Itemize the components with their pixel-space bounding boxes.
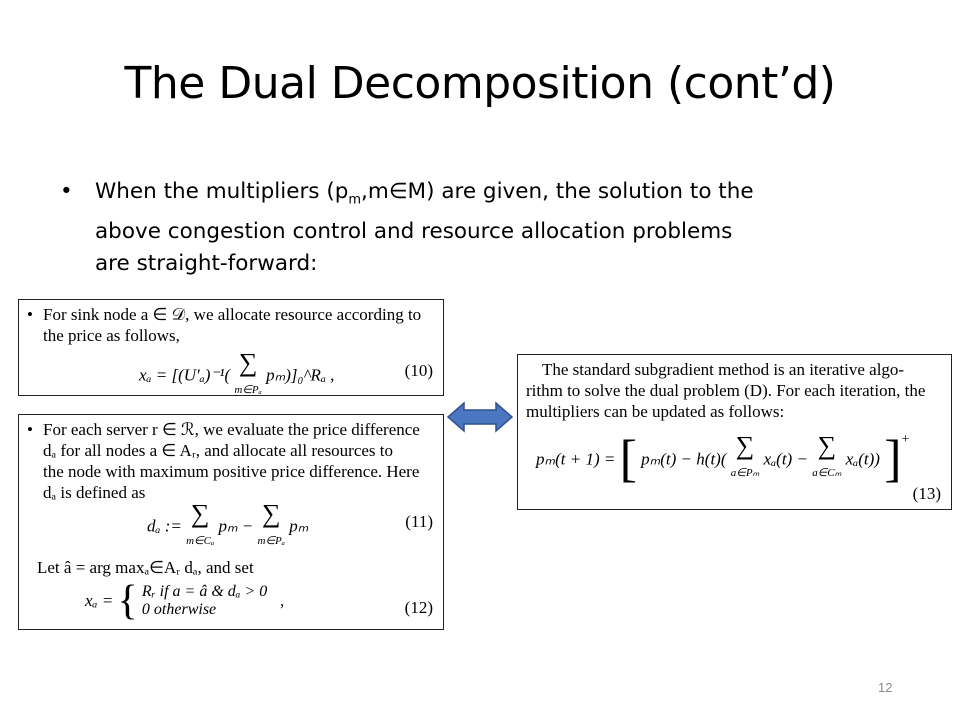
bullet-line1-b: ,m∈M) are given, the solution to the: [361, 179, 754, 204]
box1-eq-number: (10): [404, 361, 433, 380]
box2-equation-12: xₐ = { Rᵣ if a = â & dₐ > 0 0 otherwise ,: [85, 578, 285, 624]
bullet-line3: are straight-forward:: [95, 251, 318, 277]
box2-eq11-number: (11): [405, 512, 433, 531]
box2-line1: For each server r ∈ ℛ, we evaluate the price difference: [43, 420, 420, 439]
equation-box-server: [18, 414, 444, 630]
bullet-point: [60, 176, 900, 280]
box2-eq12-case2: 0 otherwise: [141, 601, 217, 618]
equation-box-subgradient: [517, 354, 952, 510]
box2-eq12-left: xₐ =: [85, 591, 114, 610]
bullet-line2: above congestion control and resource allocation problems: [95, 219, 733, 245]
bracket-left-icon: [: [619, 430, 637, 488]
box3-eq-plus: +: [901, 430, 910, 447]
box3-line1: The standard subgradient method is an iterative algo-: [542, 360, 905, 379]
slide-title: The Dual Decomposition (cont’d): [124, 58, 836, 109]
box3-eq-number: (13): [912, 484, 941, 503]
sum-icon: ∑: [190, 499, 210, 528]
sum-icon: ∑: [817, 431, 837, 460]
box3-eq-body-c: xₐ(t)): [845, 449, 880, 469]
box3-equation: [536, 430, 910, 488]
box1-eq-right: pₘ)]₀^Rₐ ,: [266, 365, 335, 385]
bullet-line1-a: When the multipliers (p: [95, 179, 349, 204]
page-number: 12: [878, 680, 893, 695]
box2-eq11-mid: pₘ −: [218, 516, 254, 536]
box1-eq-left: xₐ = [(U′ₐ)⁻¹(: [139, 365, 231, 385]
bracket-right-icon: ]: [884, 430, 902, 488]
box2-line3: the node with maximum positive price difference. Here: [43, 462, 420, 481]
box2-eq11-sub1: m∈Cₐ: [186, 535, 215, 547]
box3-eq-body-b: xₐ(t) −: [763, 449, 808, 469]
box3-eq-body-a: pₘ(t) − h(t)(: [641, 449, 727, 469]
box1-line2: the price as follows,: [43, 326, 180, 345]
box2-eq11-sub2: m∈Pₐ: [257, 535, 285, 547]
sum-icon: ∑: [261, 499, 281, 528]
box2-eq11-right: pₘ: [289, 516, 309, 536]
box3-line2: rithm to solve the dual problem (D). For each iteration, the: [526, 381, 926, 400]
box2-let-line: Let â = arg maxₐ∈Aᵣ dₐ, and set: [37, 558, 254, 577]
box3-eq-left: pₘ(t + 1) =: [536, 449, 616, 469]
box3-eq-sub1: a∈Pₘ: [730, 467, 760, 479]
box2-equation-11: [147, 499, 309, 552]
box2-eq12-number: (12): [404, 598, 433, 617]
box2-line2: dₐ for all nodes a ∈ Aᵣ, and allocate all resources to: [43, 441, 394, 460]
sum-icon: ∑: [238, 348, 258, 377]
box2-eq12-case1: Rᵣ if a = â & dₐ > 0: [141, 583, 268, 600]
double-arrow-icon: [446, 400, 514, 434]
sum-icon: ∑: [735, 431, 755, 460]
box1-line1: For sink node a ∈ 𝒟, we allocate resource according to: [43, 305, 422, 324]
box3-line3: multipliers can be updated as follows:: [526, 402, 785, 421]
box1-equation: [139, 348, 335, 401]
box2-line4: dₐ is defined as: [43, 483, 146, 502]
brace-icon: {: [117, 578, 138, 624]
box1-eq-sum-sub: m∈Pₐ: [234, 384, 262, 396]
box3-eq-sub2: a∈Cₘ: [812, 467, 842, 479]
bullet-line1-sub: m: [348, 192, 362, 208]
box2-bullet-icon: •: [27, 420, 33, 439]
bullet-text: [95, 176, 900, 280]
box1-bullet-icon: •: [27, 305, 33, 324]
box2-eq11-left: dₐ :=: [147, 516, 182, 536]
bullet-icon: •: [60, 179, 73, 204]
equation-box-sink-node: [18, 299, 444, 396]
